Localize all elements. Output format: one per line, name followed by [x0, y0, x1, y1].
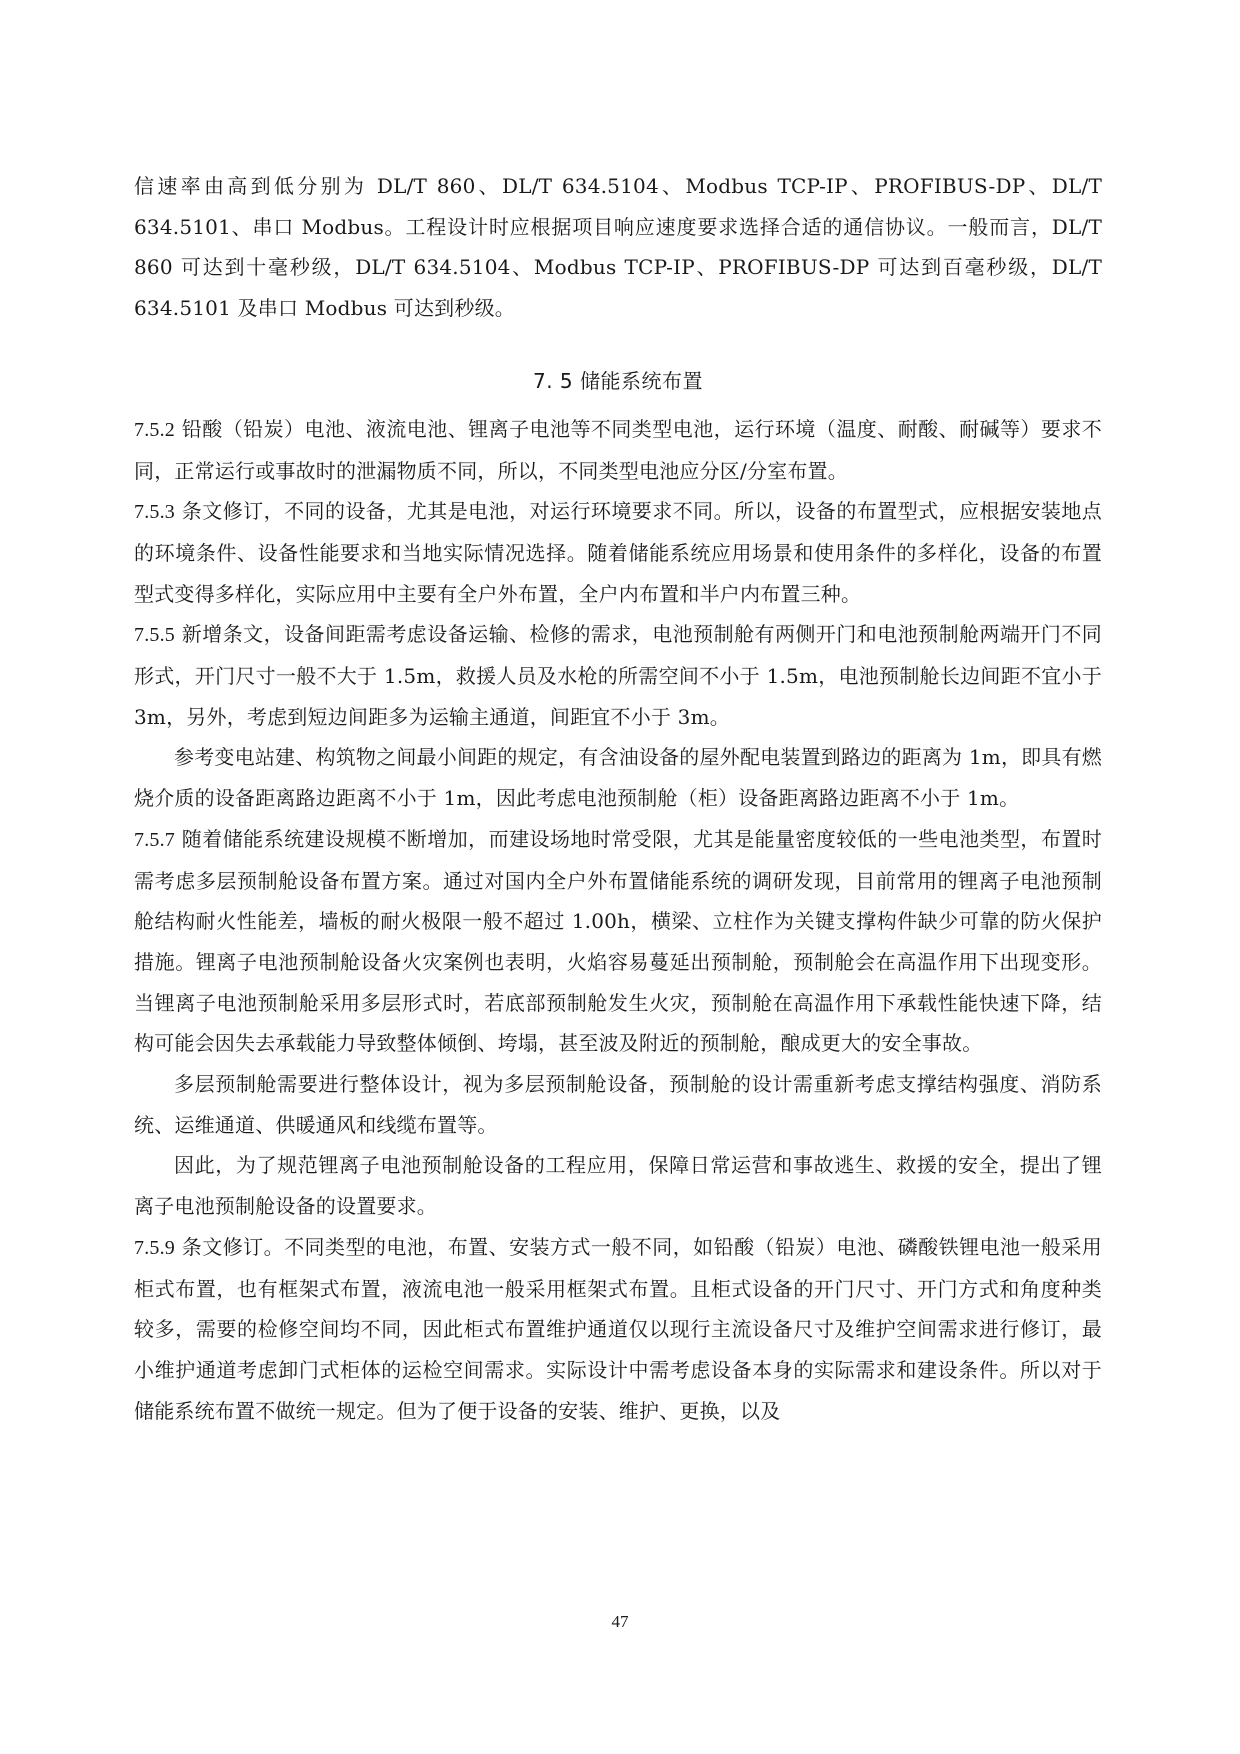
clause-text: 新增条文，设备间距需考虑设备运输、检修的需求，电池预制舱有两侧开门和电池预制舱两端开门不同形式，开门尺寸一般不大于 1.5m，救援人员及水枪的所需空间不小于 1.5m，电池预制舱长边间距不宜小于 3m，另外，考虑到短边间距多为运输主通道，间距宜不小于 3m。	[134, 622, 1102, 729]
document-page	[134, 166, 1102, 1431]
body-paragraph: 多层预制舱需要进行整体设计，视为多层预制舱设备，预制舱的设计需重新考虑支撑结构强度、消防系统、运维通道、供暖通风和线缆布置等。	[134, 1072, 1102, 1137]
continuation-paragraph: 信速率由高到低分别为 DL/T 860、DL/T 634.5104、Modbus TCP-IP、PROFIBUS-DP、DL/T 634.5101、串口 Modbus。工程设计时应根据项目响应速度要求选择合适的通信协议。一般而言，DL/T 860 可达到十毫秒级，DL/T 634.5104、Modbus TCP-IP、PROFIBUS-DP 可达到百毫秒级，DL/T 634.5101 及串口 Modbus 可达到秒级。	[134, 174, 1102, 321]
clause-text: 条文修订。不同类型的电池，布置、安装方式一般不同，如铅酸（铅炭）电池、磷酸铁锂电池一般采用柜式布置，也有框架式布置，液流电池一般采用框架式布置。且柜式设备的开门尺寸、开门方式和角度种类较多，需要的检修空间均不同，因此柜式布置维护通道仅以现行主流设备尺寸及维护空间需求进行修订，最小维护通道考虑卸门式柜体的运检空间需求。实际设计中需考虑设备本身的实际需求和建设条件。所以对于储能系统布置不做统一规定。但为了便于设备的安装、维护、更换，以及	[134, 1234, 1102, 1423]
clause-paragraph	[134, 491, 1102, 614]
clause-paragraph	[134, 614, 1102, 737]
clause-paragraph	[134, 819, 1102, 1064]
clause-paragraph	[134, 1227, 1102, 1432]
body-paragraph: 因此，为了规范锂离子电池预制舱设备的工程应用，保障日常运营和事故逃生、救援的安全，提出了锂离子电池预制舱设备的设置要求。	[134, 1153, 1102, 1219]
clause-number: 7.5.3	[134, 501, 175, 524]
clause-number: 7.5.2	[134, 418, 175, 441]
body-paragraph: 参考变电站建、构筑物之间最小间距的规定，有含油设备的屋外配电装置到路边的距离为 1m，即具有燃烧介质的设备距离路边距离不小于 1m，因此考虑电池预制舱（柜）设备距离路边距离不小于 1m。	[134, 745, 1102, 811]
clause-text: 铅酸（铅炭）电池、液流电池、锂离子电池等不同类型电池，运行环境（温度、耐酸、耐碱等）要求不同，正常运行或事故时的泄漏物质不同，所以，不同类型电池应分区/分室布置。	[134, 416, 1102, 483]
page-number: 47	[611, 1612, 629, 1631]
clause-number: 7.5.5	[134, 624, 175, 647]
section-heading: 7. 5 储能系统布置	[532, 368, 704, 393]
clause-number: 7.5.7	[134, 828, 175, 851]
clause-text: 条文修订，不同的设备，尤其是电池，对运行环境要求不同。所以，设备的布置型式，应根据安装地点的环境条件、设备性能要求和当地实际情况选择。随着储能系统应用场景和使用条件的多样化，设备的布置型式变得多样化，实际应用中主要有全户外布置，全户内布置和半户内布置三种。	[134, 499, 1102, 606]
clause-number: 7.5.9	[134, 1236, 175, 1259]
clause-paragraph	[134, 409, 1102, 491]
clause-text: 随着储能系统建设规模不断增加，而建设场地时常受限，尤其是能量密度较低的一些电池类型，布置时需考虑多层预制舱设备布置方案。通过对国内全户外布置储能系统的调研发现，目前常用的锂离子电池预制舱结构耐火性能差，墙板的耐火极限一般不超过 1.00h，横梁、立柱作为关键支撑构件缺少可靠的防火保护措施。锂离子电池预制舱设备火灾案例也表明，火焰容易蔓延出预制舱，预制舱会在高温作用下出现变形。当锂离子电池预制舱采用多层形式时，若底部预制舱发生火灾，预制舱在高温作用下承载性能快速下降，结构可能会因失去承载能力导致整体倾倒、垮塌，甚至波及附近的预制舱，酿成更大的安全事故。	[134, 826, 1102, 1056]
